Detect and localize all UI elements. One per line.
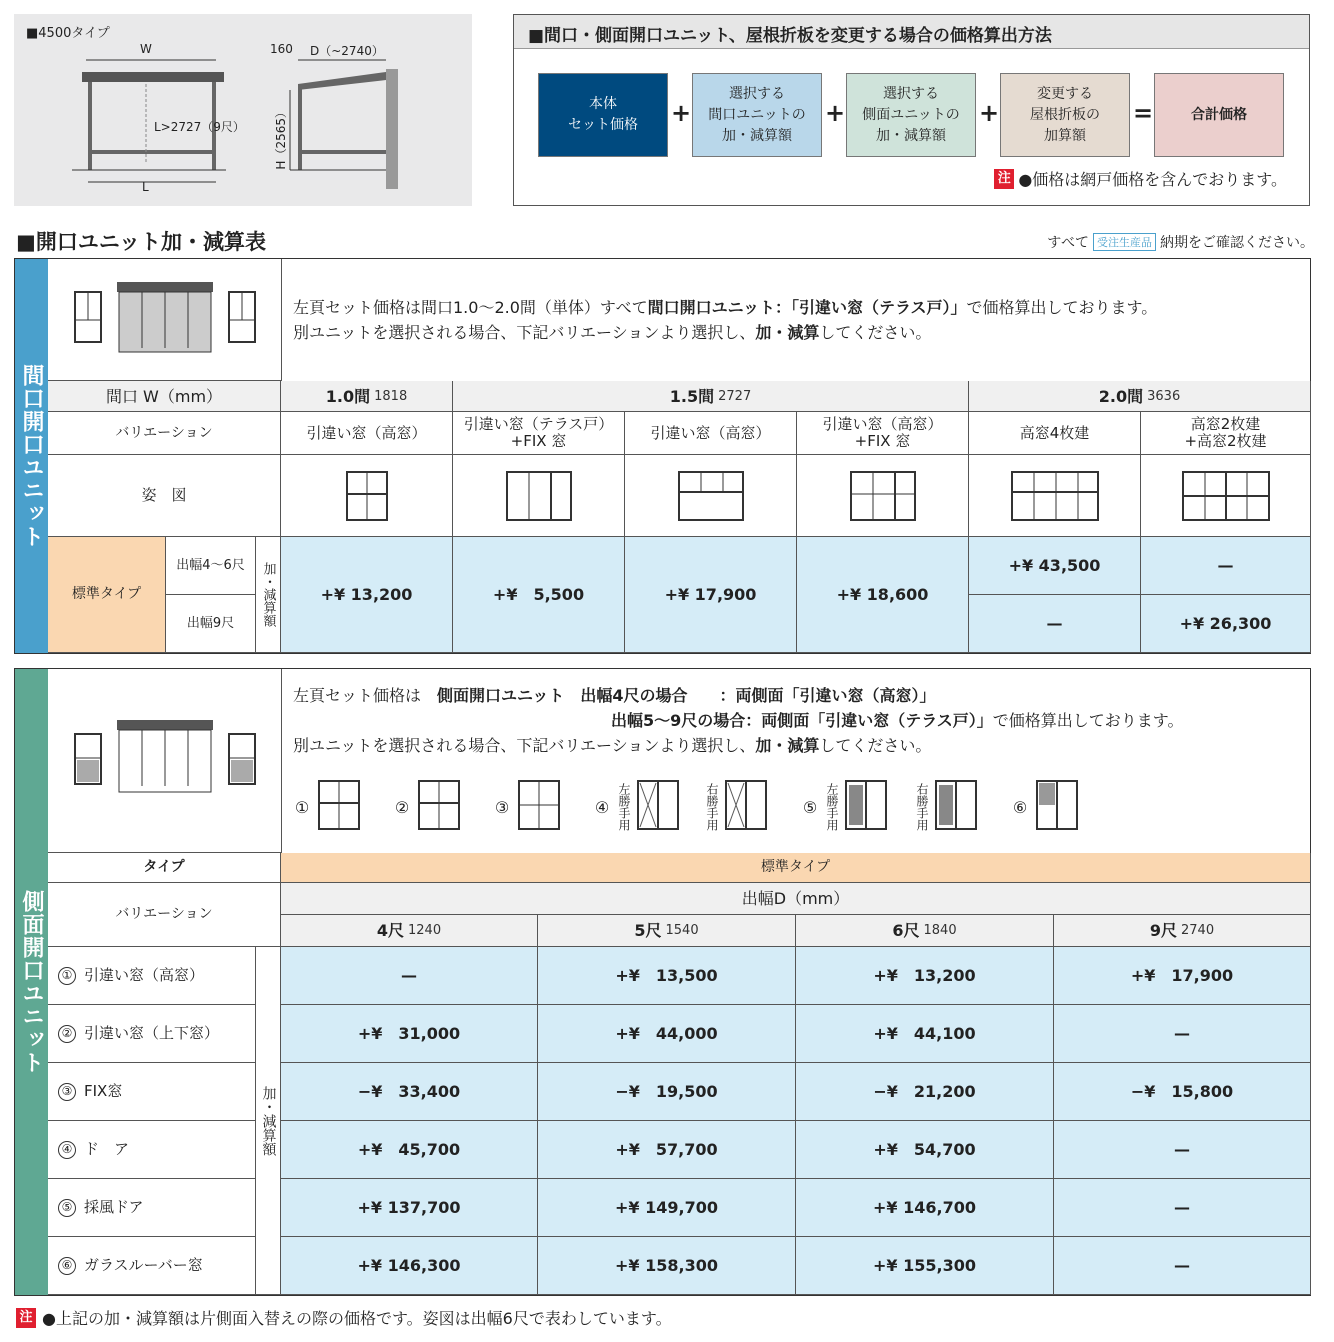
- note-badge: 注: [994, 169, 1014, 189]
- side-price-cell: −¥ 15,800: [1054, 1063, 1311, 1121]
- variation-header: バリエーション: [48, 883, 281, 947]
- window-glyph: [844, 779, 888, 835]
- variation-figure: [453, 455, 625, 537]
- price-cell: +¥ 18,600: [797, 537, 969, 653]
- side-row-label: [48, 1179, 256, 1237]
- side-unit-illustration: [65, 716, 265, 806]
- depth-column-header: [281, 915, 538, 947]
- side-price-cell: —: [1054, 1237, 1311, 1295]
- variation-number: ①: [294, 797, 310, 817]
- depth-shaku: 6尺: [892, 921, 920, 940]
- window-glyph: [724, 779, 768, 835]
- depth-shaku: 9尺: [1149, 921, 1178, 940]
- side-price-cell: —: [281, 947, 538, 1005]
- sdesc3-a: 別ユニットを選択される場合、下記バリエーションより選択し、: [293, 736, 756, 755]
- side-row-label: [48, 1005, 256, 1063]
- row-name: FIX窓: [84, 1082, 123, 1100]
- variation-figure: [625, 455, 797, 537]
- hinge-label: 右勝手用: [915, 783, 929, 831]
- formula-box-label: 本体 セット価格: [568, 96, 638, 133]
- figure-header: 姿 図: [48, 455, 281, 537]
- formula-box: [538, 73, 668, 157]
- formula-note-text: ●価格は網戸価格を含んでおります。: [1018, 170, 1287, 189]
- formula-box: [1154, 73, 1284, 157]
- side-price-cell: +¥ 13,500: [538, 947, 796, 1005]
- formula-note: [994, 167, 1287, 190]
- window-glyph: [934, 779, 978, 835]
- variation-number: ②: [394, 797, 410, 817]
- row-name: 引違い窓（高窓）: [84, 966, 205, 984]
- width-row-label: 出幅4〜6尺: [166, 537, 256, 595]
- formula-box: [692, 73, 822, 157]
- variation-cell: 高窓4枚建: [969, 412, 1141, 455]
- frontage-ken: 2.0間: [1098, 386, 1144, 406]
- desc2-c: してください。: [819, 323, 932, 342]
- formula-box-label: 選択する 間口ユニットの 加・減算額: [708, 85, 806, 144]
- footer-text: ●上記の加・減算額は片側面入替えの際の価格です。姿図は出幅6尺で表わしています。: [42, 1309, 672, 1328]
- side-price-cell: +¥ 44,000: [538, 1005, 796, 1063]
- std-type-label: 標準タイプ: [48, 537, 166, 653]
- variation-number: ⑤: [802, 797, 818, 817]
- variation-figure: [281, 455, 453, 537]
- side-price-cell: +¥ 45,700: [281, 1121, 538, 1179]
- variation-cell: 引違い窓（テラス戸） +FIX 窓: [453, 412, 625, 455]
- side-price-cell: —: [1054, 1179, 1311, 1237]
- row-name: 採風ドア: [84, 1198, 144, 1216]
- variation-number: ③: [494, 797, 510, 817]
- price-cell: —: [1141, 537, 1311, 595]
- side-price-cell: +¥ 158,300: [538, 1237, 796, 1295]
- made-to-order-suffix: 納期をご確認ください。: [1160, 235, 1314, 251]
- row-number: ⑥: [58, 1257, 76, 1275]
- frontage-mm: 3636: [1147, 388, 1181, 404]
- hinge-label: 右勝手用: [705, 783, 719, 831]
- formula-box: [1000, 73, 1130, 157]
- frontage-group-header: [453, 381, 969, 412]
- side-row-label: [48, 1237, 256, 1295]
- frontage-unit-illustration: [65, 280, 265, 360]
- side-height: H（2565）: [274, 106, 288, 170]
- depth-mm: 1540: [665, 923, 699, 938]
- row-number: ③: [58, 1083, 76, 1101]
- section1-title: ■開口ユニット加・減算表: [16, 230, 267, 254]
- depth-shaku: 5尺: [634, 921, 662, 940]
- side-row-label: [48, 947, 256, 1005]
- side-price-cell: +¥ 57,700: [538, 1121, 796, 1179]
- price-cell: +¥ 5,500: [453, 537, 625, 653]
- side-price-cell: +¥ 155,300: [796, 1237, 1054, 1295]
- side-price-cell: +¥ 13,200: [796, 947, 1054, 1005]
- row-name: ガラスルーバー窓: [84, 1256, 203, 1274]
- side-price-cell: +¥ 54,700: [796, 1121, 1054, 1179]
- side-160: 160: [270, 42, 293, 56]
- frontage-mm: 1818: [374, 388, 408, 404]
- side-row-label: [48, 1063, 256, 1121]
- l-dimension: L>2727（9尺）: [154, 120, 245, 134]
- desc1-c: で価格算出しております。: [966, 298, 1158, 317]
- formula-title: ■間口・側面開口ユニット、屋根折板を変更する場合の価格算出方法: [514, 15, 1309, 49]
- variation-header: バリエーション: [48, 412, 281, 455]
- depth-mm: 1240: [408, 923, 442, 938]
- desc2-b: 加・減算: [755, 323, 820, 342]
- std-type-band: 標準タイプ: [281, 853, 1311, 883]
- row-number: ①: [58, 967, 76, 985]
- side-unit-table: [14, 668, 1311, 1296]
- sdesc3-c: してください。: [819, 736, 932, 755]
- side-price-cell: —: [1054, 1121, 1311, 1179]
- hinge-label: 左勝手用: [825, 783, 839, 831]
- side-description: [293, 683, 1184, 758]
- desc2-a: 別ユニットを選択される場合、下記バリエーションより選択し、: [293, 323, 756, 342]
- type-label: ■4500タイプ: [26, 26, 110, 41]
- sdesc1-b: 側面開口ユニット 出幅4尺の場合 ：両側面「引違い窓（高窓）」: [437, 686, 936, 705]
- side-price-cell: +¥ 17,900: [1054, 947, 1311, 1005]
- desc1-a: 左頁セット価格は間口1.0〜2.0間（単体）すべて: [293, 298, 648, 317]
- formula-box: [846, 73, 976, 157]
- side-variation-figure: [293, 779, 361, 835]
- row-number: ⑤: [58, 1199, 76, 1217]
- variation-cell: 高窓2枚建 +高窓2枚建: [1141, 412, 1311, 455]
- depth-column-header: [1054, 915, 1311, 947]
- side-price-cell: +¥ 31,000: [281, 1005, 538, 1063]
- footer-badge: 注: [16, 1308, 36, 1328]
- formula-operator: =: [1132, 99, 1154, 127]
- price-cell: —: [969, 595, 1141, 653]
- window-glyph: [317, 779, 361, 835]
- side-row-label: [48, 1121, 256, 1179]
- kagen-label: 加・減算額: [256, 947, 281, 1295]
- terrace-diagram: [14, 14, 472, 206]
- side-variation-figure: [915, 779, 978, 835]
- depth-column-header: [796, 915, 1054, 947]
- depth-column-header: [538, 915, 796, 947]
- frontage-side-label: 間口開口ユニット: [15, 259, 48, 653]
- window-glyph: [417, 779, 461, 835]
- window-glyph: [517, 779, 561, 835]
- frontage-description: [293, 295, 1157, 345]
- made-to-order-note: [1047, 232, 1314, 252]
- w-header: 間口 W（mm）: [48, 381, 281, 412]
- formula-operator: +: [824, 99, 846, 127]
- window-glyph: [1035, 779, 1079, 835]
- depth-shaku: 4尺: [376, 921, 405, 940]
- row-number: ②: [58, 1025, 76, 1043]
- row-number: ④: [58, 1141, 76, 1159]
- width-row-label: 出幅9尺: [166, 595, 256, 653]
- row-name: 引違い窓（上下窓）: [84, 1024, 220, 1042]
- side-price-cell: −¥ 33,400: [281, 1063, 538, 1121]
- price-formula-panel: [513, 14, 1310, 206]
- variation-number: ④: [594, 797, 610, 817]
- variation-cell: 引違い窓（高窓）: [281, 412, 453, 455]
- depth-header: 出幅D（mm）: [281, 883, 1311, 915]
- side-price-cell: +¥ 44,100: [796, 1005, 1054, 1063]
- side-variation-figure: [593, 779, 680, 835]
- side-side-label: 側面開口ユニット: [15, 669, 48, 1295]
- formula-operator: +: [670, 99, 692, 127]
- price-cell: +¥ 43,500: [969, 537, 1141, 595]
- sdesc2-b: 出幅5〜9尺の場合：両側面「引違い窓（テラス戸）」: [611, 711, 993, 730]
- side-price-cell: —: [1054, 1005, 1311, 1063]
- variation-cell: 引違い窓（高窓）: [625, 412, 797, 455]
- frontage-illustration: [48, 259, 282, 381]
- depth-mm: 1840: [923, 923, 957, 938]
- price-cell: +¥ 26,300: [1141, 595, 1311, 653]
- formula-box-label: 合計価格: [1191, 106, 1247, 123]
- l-label: L: [142, 180, 149, 194]
- side-variation-figure: [705, 779, 768, 835]
- variation-figure: [969, 455, 1141, 537]
- desc1-b: 間口開口ユニット：「引違い窓（テラス戸）」: [647, 298, 967, 317]
- kagen-label: 加・減算額: [256, 537, 281, 653]
- side-price-cell: +¥ 137,700: [281, 1179, 538, 1237]
- frontage-ken: 1.0間: [325, 386, 371, 406]
- hinge-label: 左勝手用: [617, 783, 631, 831]
- row-name: ド ア: [84, 1140, 130, 1158]
- type-header: タイプ: [48, 853, 281, 883]
- side-illustration: [48, 669, 282, 853]
- window-glyph: [636, 779, 680, 835]
- frontage-group-header: [969, 381, 1311, 412]
- side-variation-figure: [493, 779, 561, 835]
- w-label: W: [140, 42, 152, 56]
- made-to-order-prefix: すべて: [1047, 235, 1089, 251]
- terrace-drawing: [14, 14, 472, 206]
- sdesc2-c: で価格算出しております。: [992, 711, 1184, 730]
- side-price-cell: +¥ 146,300: [281, 1237, 538, 1295]
- made-to-order-badge: 受注生産品: [1093, 233, 1156, 251]
- variation-figure: [797, 455, 969, 537]
- price-cell: +¥ 17,900: [625, 537, 797, 653]
- frontage-unit-table: [14, 258, 1311, 654]
- price-cell: +¥ 13,200: [281, 537, 453, 653]
- sdesc1-a: 左頁セット価格は: [293, 686, 422, 705]
- sdesc3-b: 加・減算: [755, 736, 820, 755]
- depth-mm: 2740: [1181, 923, 1215, 938]
- side-variation-figure: [1011, 779, 1079, 835]
- frontage-mm: 2727: [718, 388, 752, 404]
- variation-figure: [1141, 455, 1311, 537]
- side-price-cell: +¥ 149,700: [538, 1179, 796, 1237]
- side-depth: D（~2740）: [310, 44, 384, 58]
- side-price-cell: −¥ 19,500: [538, 1063, 796, 1121]
- formula-operator: +: [978, 99, 1000, 127]
- side-variation-figure: [801, 779, 888, 835]
- frontage-group-header: [281, 381, 453, 412]
- formula-box-label: 変更する 屋根折板の 加算額: [1030, 85, 1100, 144]
- footer-note: [16, 1306, 672, 1329]
- formula-box-label: 選択する 側面ユニットの 加・減算額: [862, 85, 960, 144]
- side-variation-figure: [393, 779, 461, 835]
- side-price-cell: +¥ 146,700: [796, 1179, 1054, 1237]
- variation-number: ⑥: [1012, 797, 1028, 817]
- frontage-ken: 1.5間: [669, 386, 715, 406]
- side-price-cell: −¥ 21,200: [796, 1063, 1054, 1121]
- variation-cell: 引違い窓（高窓） +FIX 窓: [797, 412, 969, 455]
